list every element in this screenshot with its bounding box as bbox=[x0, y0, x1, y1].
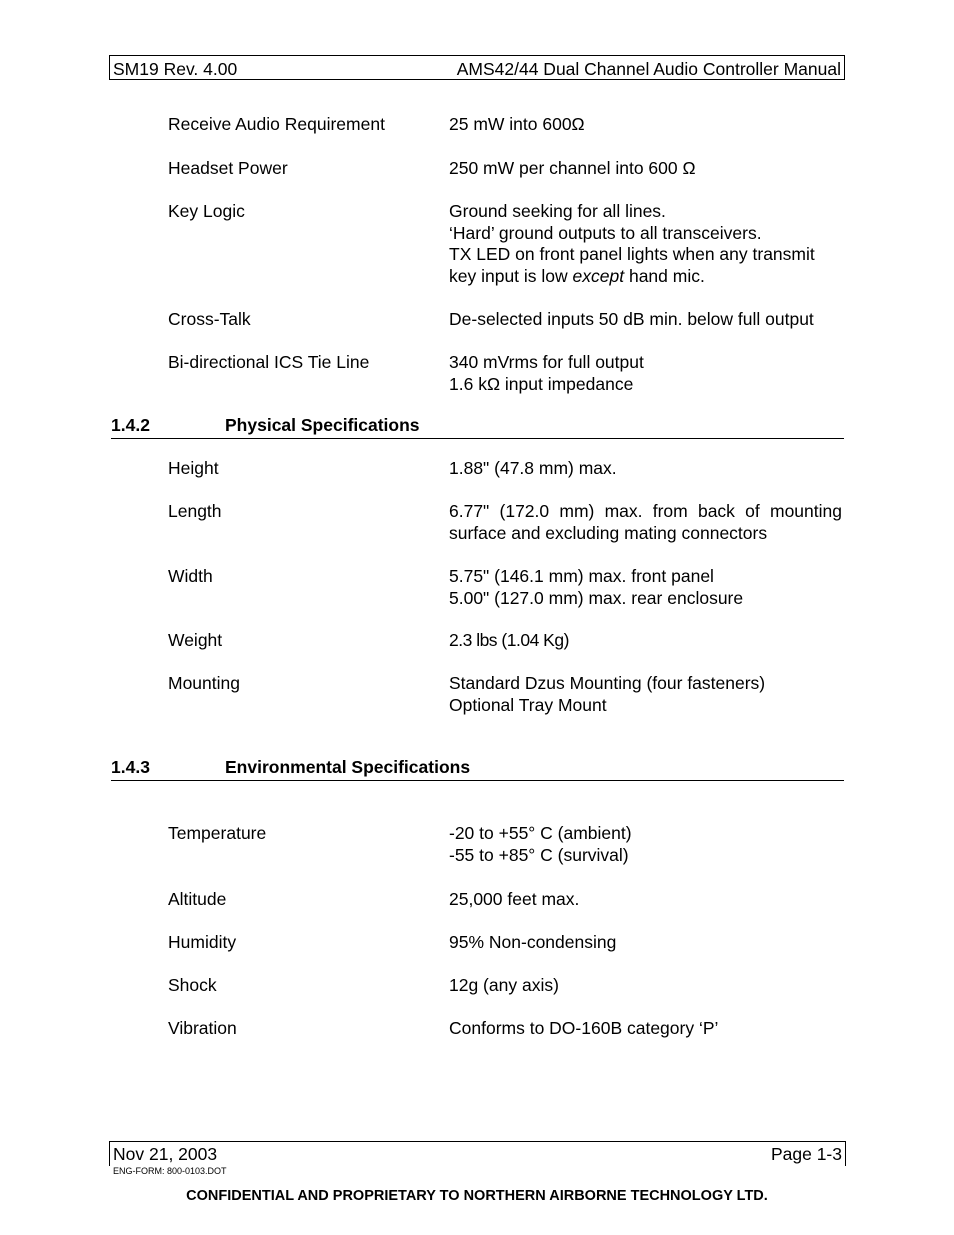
spec-value-line: -55 to +85° C (survival) bbox=[449, 844, 629, 865]
spec-value bbox=[449, 158, 842, 180]
spec-value bbox=[449, 932, 842, 954]
spec-value bbox=[449, 630, 842, 652]
spec-label: Width bbox=[168, 566, 213, 586]
spec-value bbox=[449, 201, 842, 287]
page-number: Page 1-3 bbox=[770, 1144, 842, 1164]
spec-value bbox=[449, 114, 842, 136]
spec-value bbox=[449, 823, 842, 866]
spec-value-line: 340 mVrms for full output bbox=[449, 352, 644, 372]
spec-value-line: Conforms to DO-160B category ‘P’ bbox=[449, 1018, 719, 1038]
spec-value bbox=[449, 501, 842, 544]
spec-value-line: Optional Tray Mount bbox=[449, 694, 607, 715]
spec-value bbox=[449, 309, 842, 331]
spec-value-line: 1.6 kΩ input impedance bbox=[449, 373, 634, 394]
spec-value-line: TX LED on front panel lights when any transmit bbox=[449, 244, 815, 264]
spec-value-line: Standard Dzus Mounting (four fasteners) bbox=[449, 673, 766, 693]
section-heading-environmental bbox=[111, 757, 844, 781]
spec-value bbox=[449, 889, 842, 911]
spec-value-line: Ground seeking for all lines. bbox=[449, 201, 666, 221]
spec-value bbox=[449, 975, 842, 997]
emphasis-text: except bbox=[572, 265, 625, 286]
page-header bbox=[109, 55, 845, 80]
spec-value-line: 2.3 lbs (1.04 Kg) bbox=[449, 630, 569, 650]
spec-label: Shock bbox=[168, 975, 217, 995]
spec-label: Length bbox=[168, 501, 222, 521]
text-run: hand mic. bbox=[624, 265, 705, 286]
section-number: 1.4.3 bbox=[111, 757, 150, 777]
section-title: Environmental Specifications bbox=[225, 757, 471, 777]
spec-label: Key Logic bbox=[168, 201, 245, 221]
spec-label: Headset Power bbox=[168, 158, 288, 178]
spec-value bbox=[449, 566, 842, 609]
text-run: key input is low bbox=[449, 265, 573, 286]
spec-label: Receive Audio Requirement bbox=[168, 114, 385, 134]
spec-value-line: 5.00" (127.0 mm) max. rear enclosure bbox=[449, 587, 744, 608]
spec-label: Weight bbox=[168, 630, 223, 650]
spec-value-line: 25 mW into 600Ω bbox=[449, 114, 585, 134]
spec-value-line: 95% Non-condensing bbox=[449, 932, 617, 952]
document-revision: SM19 Rev. 4.00 bbox=[113, 59, 238, 79]
spec-value-line: 25,000 feet max. bbox=[449, 889, 580, 909]
spec-value-line: 6.77" (172.0 mm) max. from back of mounting surface and excluding mating connectors bbox=[449, 501, 842, 543]
spec-value bbox=[449, 458, 842, 480]
spec-value-line: 12g (any axis) bbox=[449, 975, 559, 995]
page-footer bbox=[109, 1141, 846, 1166]
spec-label: Height bbox=[168, 458, 219, 478]
section-title: Physical Specifications bbox=[225, 415, 420, 435]
spec-value-line: 1.88" (47.8 mm) max. bbox=[449, 458, 617, 478]
spec-value-line: -20 to +55° C (ambient) bbox=[449, 823, 632, 843]
spec-label: Temperature bbox=[168, 823, 267, 843]
spec-label: Altitude bbox=[168, 889, 227, 909]
spec-value bbox=[449, 352, 842, 395]
section-number: 1.4.2 bbox=[111, 415, 150, 435]
spec-value bbox=[449, 1018, 842, 1040]
spec-label: Bi-directional ICS Tie Line bbox=[168, 352, 370, 372]
form-code: ENG-FORM: 800-0103.DOT bbox=[113, 1166, 227, 1176]
manual-title: AMS42/44 Dual Channel Audio Controller Manual bbox=[456, 59, 841, 79]
spec-value-line: ‘Hard’ ground outputs to all transceivers. bbox=[449, 222, 762, 243]
spec-label: Vibration bbox=[168, 1018, 237, 1038]
spec-value-line: De-selected inputs 50 dB min. below full output bbox=[449, 309, 814, 329]
spec-value-line: 250 mW per channel into 600 Ω bbox=[449, 158, 696, 178]
spec-value-line: 5.75" (146.1 mm) max. front panel bbox=[449, 566, 714, 586]
spec-value bbox=[449, 673, 842, 716]
spec-label: Cross-Talk bbox=[168, 309, 251, 329]
footer-date: Nov 21, 2003 bbox=[113, 1144, 218, 1164]
section-heading-physical bbox=[111, 415, 844, 439]
spec-label: Humidity bbox=[168, 932, 237, 952]
spec-label: Mounting bbox=[168, 673, 240, 693]
spec-value-line bbox=[449, 266, 842, 288]
confidentiality-notice: CONFIDENTIAL AND PROPRIETARY TO NORTHERN AIRBORNE TECHNOLOGY LTD. bbox=[186, 1188, 768, 1204]
